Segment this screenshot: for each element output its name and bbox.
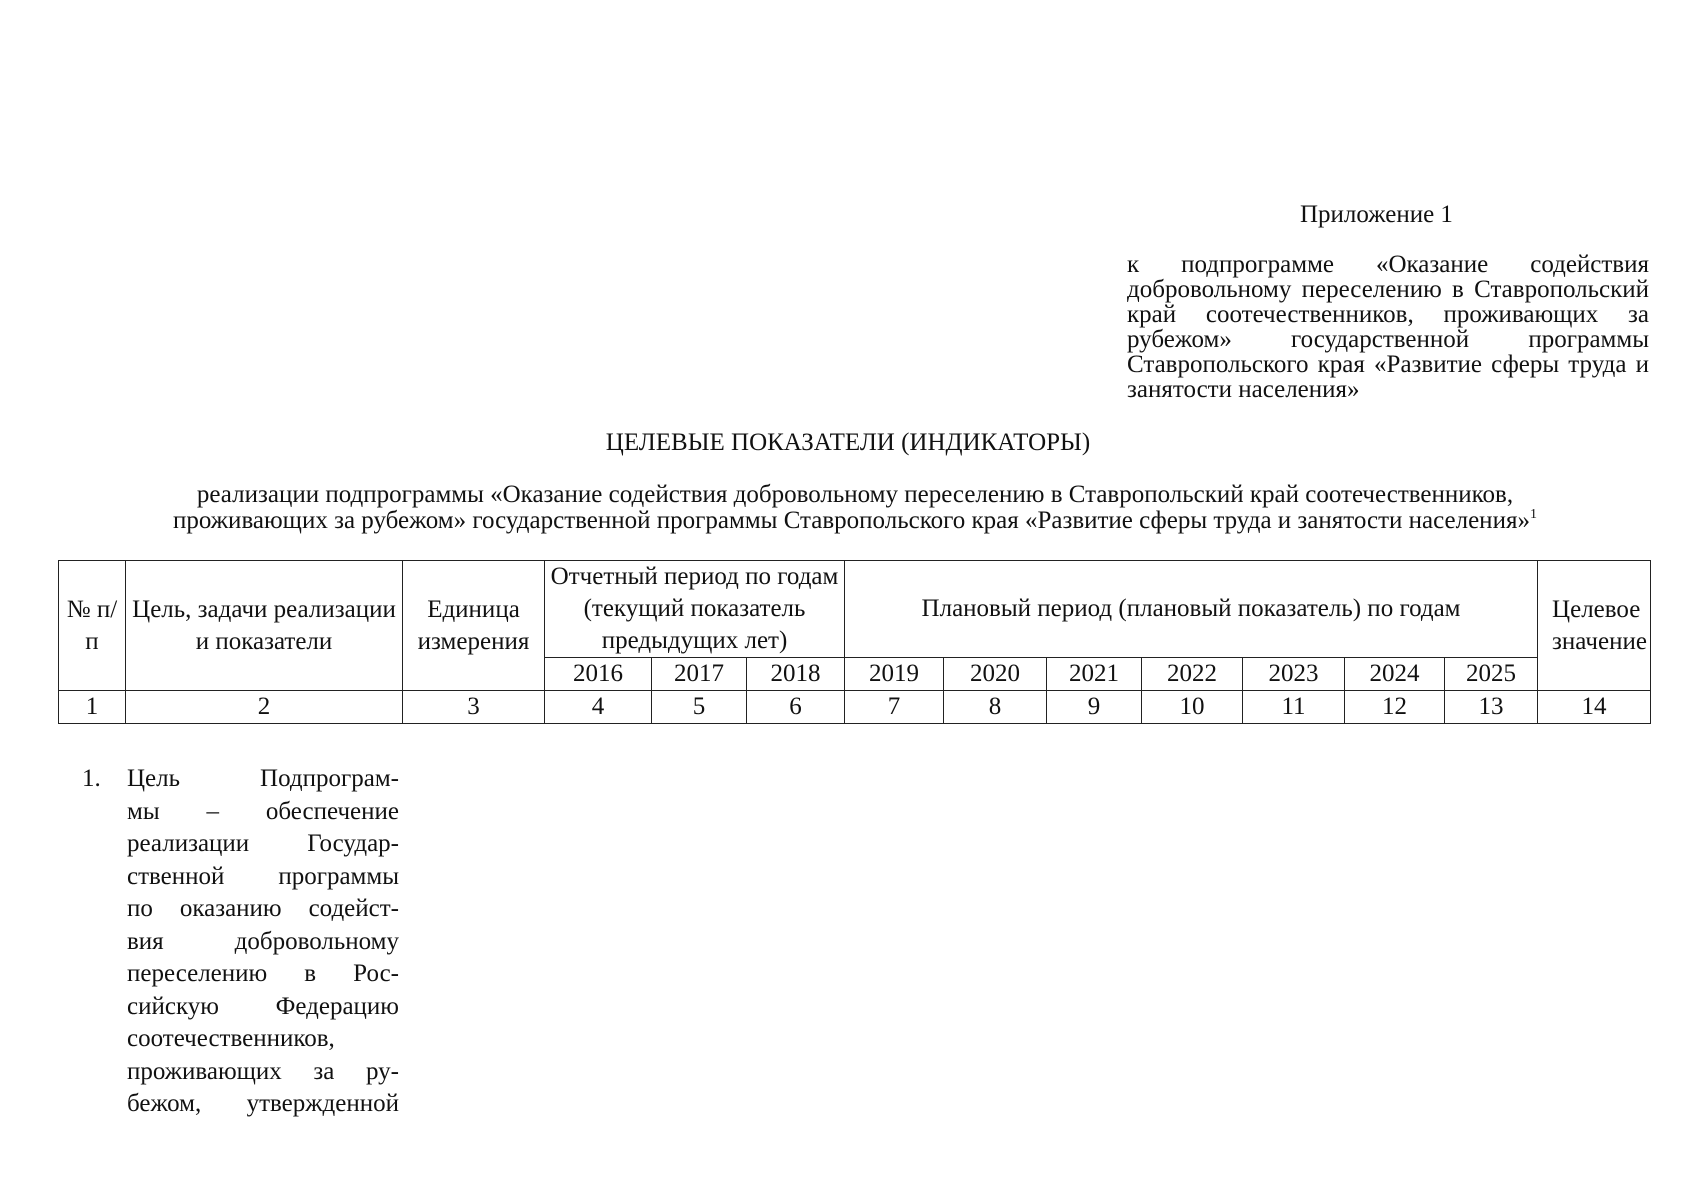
goal-text-line: сийскую Федерацию [127,992,399,1020]
year-cell: 2023 [1243,658,1345,691]
goal-text-line: Цель Подпрограм- [127,765,399,792]
header-num: № п/п [59,561,126,691]
column-number-cell: 14 [1538,691,1651,724]
goal-text-line: вия добровольному [127,927,399,955]
header-unit: Единица измерения [403,561,545,691]
column-number-row [59,691,1651,724]
year-cell: 2018 [747,658,845,691]
header-planned-period: Плановый период (плановый показатель) по годам [845,561,1538,658]
subtitle-line-2-text: проживающих за рубежом» государственной программы Ставропольского края «Развитие сферы труда и занятости населения» [173,507,1530,534]
column-number-cell: 5 [652,691,747,724]
year-cell: 2021 [1047,658,1142,691]
year-cell: 2022 [1142,658,1243,691]
goal-text [127,763,399,1121]
column-number-cell: 11 [1243,691,1345,724]
goal-text-line: переселению в Рос- [127,960,399,987]
column-number-cell: 1 [59,691,126,724]
header-reporting-period: Отчетный период по годам (текущий показатель предыдущих лет) [545,561,845,658]
goal-text-line: по оказанию содейст- [127,895,399,922]
subtitle-line-1: реализации подпрограммы «Оказание содействия добровольному переселению в Ставропольский край соотечественников, [196,481,1514,508]
subtitle-line-2 [50,508,1660,534]
column-number-cell: 9 [1047,691,1142,724]
header-goal: Цель, задачи реализации и показатели [126,561,403,691]
column-number-cell: 2 [126,691,403,724]
column-number-cell: 3 [403,691,545,724]
goal-text-line: реализации Государ- [127,830,399,857]
goal-text-line: ственной программы [127,862,399,890]
year-cell: 2019 [845,658,944,691]
year-cell: 2017 [652,658,747,691]
document-subtitle [50,482,1660,534]
column-number-cell: 7 [845,691,944,724]
column-number-cell: 8 [944,691,1047,724]
column-number-cell: 12 [1345,691,1445,724]
goal-text-line: бежом, утвержденной [127,1090,399,1117]
appendix-text: к подпрограмме «Оказание содействия добровольному переселению в Ставропольский край соотечественников, проживающих за рубежом» государственной программы Ставропольского края «Развитие сферы труда и занятости населения» [1127,251,1649,403]
goal-text-line: соотечественников, [127,1025,335,1052]
goal-text-line: мы – обеспечение [127,797,399,825]
header-target-value: Целевое значение [1538,561,1651,691]
appendix-label: Приложение 1 [1300,201,1453,228]
column-number-cell: 6 [747,691,845,724]
footnote-mark: 1 [1529,507,1537,522]
year-cell: 2024 [1345,658,1445,691]
goal-number: 1. [82,765,101,792]
goal-text-line: проживающих за ру- [127,1057,399,1085]
year-cell: 2020 [944,658,1047,691]
year-cell: 2016 [545,658,652,691]
table-header-row [59,561,1651,658]
indicators-table [58,560,1651,724]
document-title: ЦЕЛЕВЫЕ ПОКАЗАТЕЛИ (ИНДИКАТОРЫ) [605,429,1091,456]
column-number-cell: 4 [545,691,652,724]
year-cell: 2025 [1445,658,1538,691]
column-number-cell: 10 [1142,691,1243,724]
column-number-cell: 13 [1445,691,1538,724]
